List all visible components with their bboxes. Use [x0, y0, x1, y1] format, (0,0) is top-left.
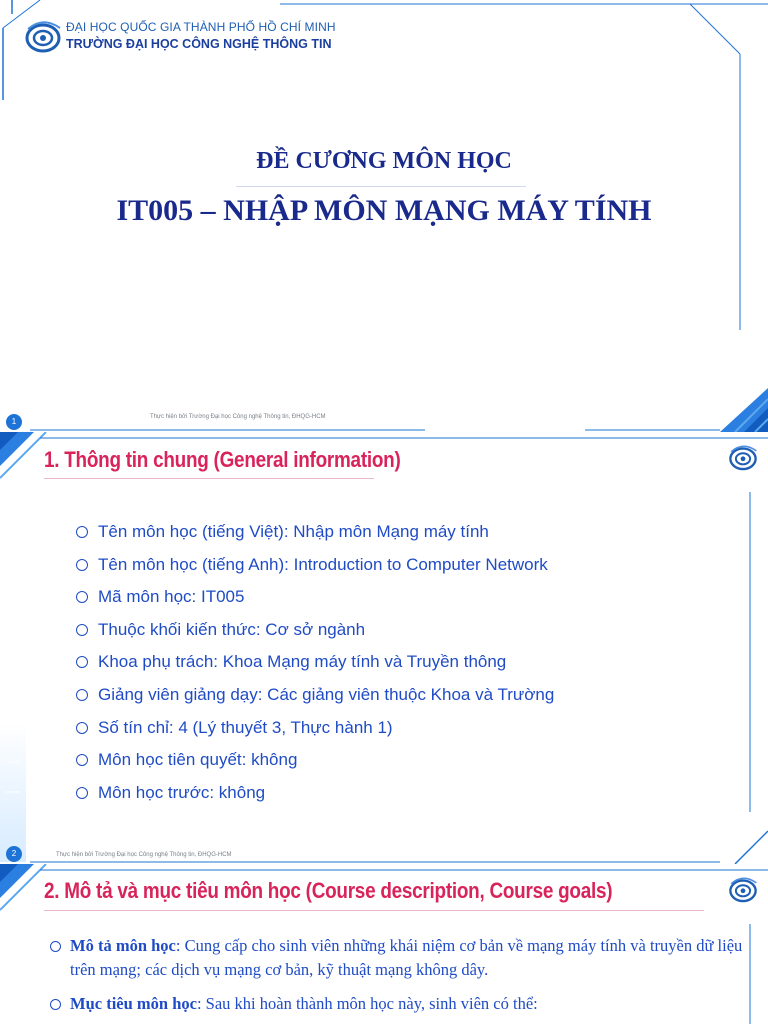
circle-bullet-icon [76, 754, 88, 766]
uit-logo-icon [24, 20, 62, 54]
circle-bullet-icon [50, 999, 61, 1010]
list-item [50, 992, 750, 1016]
list-item: Khoa phụ trách: Khoa Mạng máy tính và Truyền thông [76, 652, 554, 685]
item-label: Mô tả môn học [70, 936, 176, 955]
circle-bullet-icon [50, 941, 61, 952]
general-info-list [76, 522, 554, 815]
list-item: Môn học tiên quyết: không [76, 750, 554, 783]
list-item [50, 934, 750, 982]
slide-course-description [0, 864, 768, 1024]
university-name: ĐẠI HỌC QUỐC GIA THÀNH PHỐ HỒ CHÍ MINH [66, 20, 336, 34]
circle-bullet-icon [76, 591, 88, 603]
slide-general-information [0, 432, 768, 864]
heading-underline [44, 478, 374, 479]
circle-bullet-icon [76, 722, 88, 734]
item-text: : Cung cấp cho sinh viên những khái niệm cơ bản về mạng máy tính và truyền dữ liệu trên mạng; các dịch vụ mạng cơ bản, kỹ thuật mạng không dây. [70, 936, 743, 979]
course-description-list [50, 934, 750, 1024]
list-item: Giảng viên giảng dạy: Các giảng viên thuộc Khoa và Trường [76, 685, 554, 718]
circle-bullet-icon [76, 787, 88, 799]
heading-underline [44, 910, 704, 911]
slide-title [0, 0, 768, 432]
slide-footer: Thực hiện bởi Trường Đại học Công nghệ Thông tin, ĐHQG-HCM [56, 852, 232, 858]
item-label: Mục tiêu môn học [70, 994, 197, 1013]
circle-bullet-icon [76, 526, 88, 538]
section-heading-course-description: 2. Mô tả và mục tiêu môn học (Course description, Course goals) [44, 878, 613, 903]
uit-logo-icon [728, 444, 758, 472]
circle-bullet-icon [76, 559, 88, 571]
slide-number-badge: 2 [6, 846, 22, 862]
list-item: Số tín chỉ: 4 (Lý thuyết 3, Thực hành 1) [76, 718, 554, 751]
uit-logo-icon [728, 876, 758, 904]
slide-number-badge: 1 [6, 414, 22, 430]
circle-bullet-icon [76, 624, 88, 636]
circle-bullet-icon [76, 689, 88, 701]
syllabus-heading: ĐỀ CƯƠNG MÔN HỌC [256, 148, 512, 174]
list-item: Tên môn học (tiếng Anh): Introduction to Computer Network [76, 555, 554, 588]
item-text: : Sau khi hoàn thành môn học này, sinh viên có thể: [196, 994, 538, 1013]
list-item: Mã môn học: IT005 [76, 587, 554, 620]
list-item: Môn học trước: không [76, 783, 554, 816]
circle-bullet-icon [76, 656, 88, 668]
course-title: IT005 – NHẬP MÔN MẠNG MÁY TÍNH [116, 194, 652, 227]
slide-footer: Thực hiện bởi Trường Đại học Công nghệ Thông tin, ĐHQG-HCM [150, 414, 326, 420]
section-heading-general-info: 1. Thông tin chung (General information) [44, 447, 401, 472]
title-divider [236, 186, 526, 187]
list-item: Tên môn học (tiếng Việt): Nhập môn Mạng máy tính [76, 522, 554, 555]
school-name: TRƯỜNG ĐẠI HỌC CÔNG NGHỆ THÔNG TIN [66, 37, 332, 51]
list-item: Thuộc khối kiến thức: Cơ sở ngành [76, 620, 554, 653]
